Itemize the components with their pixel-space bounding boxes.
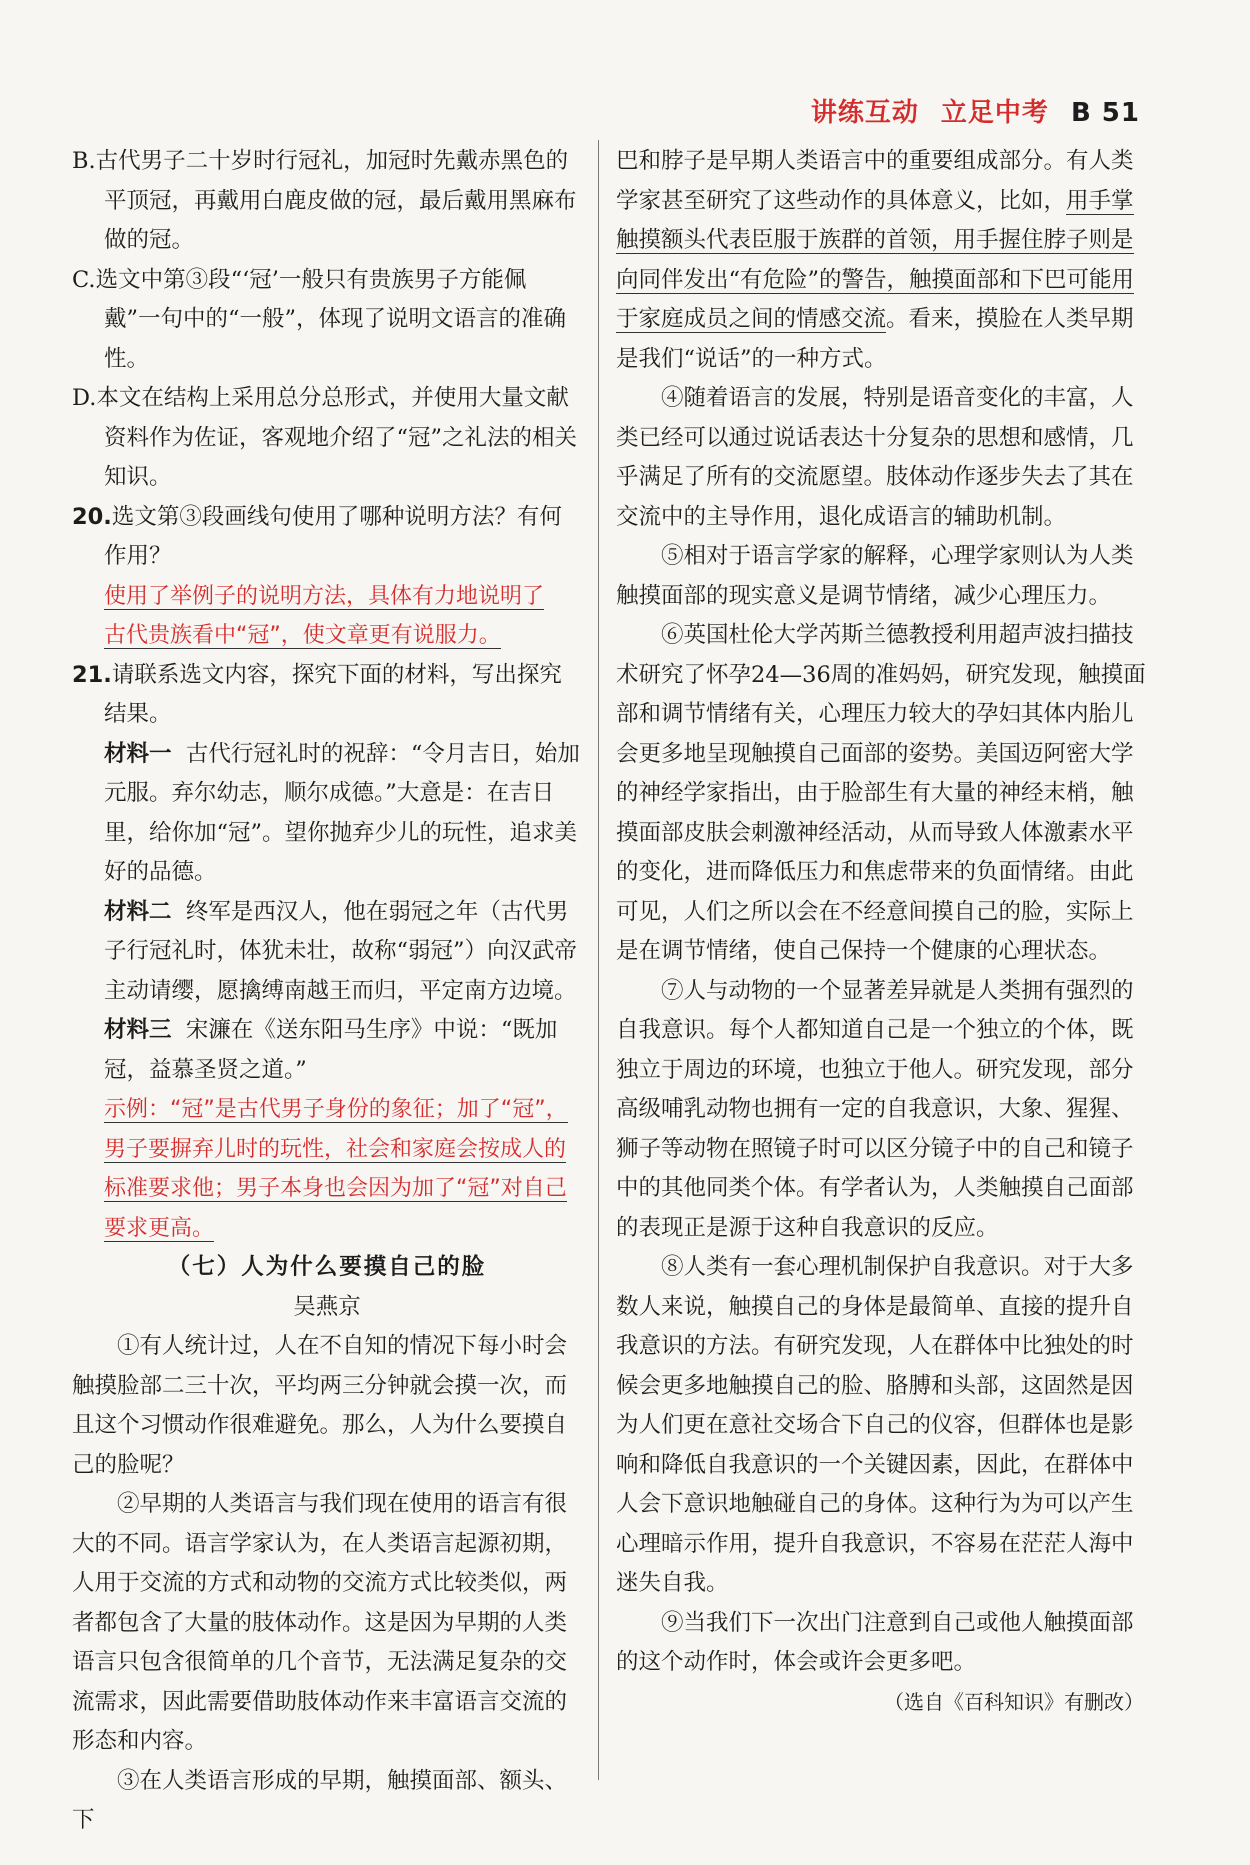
material-1-text: 古代行冠礼时的祝辞：“令月吉日，始加元服。弃尔幼志，顺尔成德。”大意是：在吉日里，给你加“冠”。望你抛弃少儿的玩性，追求美好的品德。	[104, 740, 580, 885]
header-section-2: 立足中考	[940, 98, 1049, 128]
left-column	[72, 142, 582, 1841]
column-divider	[598, 140, 599, 1780]
option-d: D.本文在结构上采用总分总形式，并使用大量文献资料作为佐证，客观地介绍了“冠”之礼法的相关知识。	[72, 385, 578, 490]
article-paragraph-2: ②早期的人类语言与我们现在使用的语言有很大的不同。语言学家认为，在人类语言起源初期，人用于交流的方式和动物的交流方式比较类似，两者都包含了大量的肢体动作。这是因为早期的人类语言只包含很简单的几个音节，无法满足复杂的交流需求，因此需要借助肢体动作来丰富语言交流的形态和内容。	[72, 1491, 568, 1754]
material-2	[72, 893, 582, 1012]
answer-21-line-3: 标准要求他；男子本身也会因为加了“冠”对自己	[104, 1176, 567, 1201]
option-b: B.古代男子二十岁时行冠礼，加冠时先戴赤黑色的平顶冠，再戴用白鹿皮做的冠，最后戴用黑麻布做的冠。	[72, 148, 577, 253]
material-3-text: 宋濂在《送东阳马生序》中说：“既加冠，益慕圣贤之道。”	[104, 1017, 558, 1083]
right-column	[616, 142, 1154, 1722]
article-paragraph-8: ⑧人类有一套心理机制保护自我意识。对于大多数人来说，触摸自己的身体是最简单、直接的提升自我意识的方法。有研究发现，人在群体中比独处的时候会更多地触摸自己的脸、胳膊和头部，这固然是因为人们更在意社交场合下自己的仪容，但群体也是影响和降低自我意识的一个关键因素，因此，在群体中人会下意识地触碰自己的身体。这种行为为可以产生心理暗示作用，提升自我意识，不容易在茫茫人海中迷失自我。	[616, 1254, 1134, 1596]
question-20-text: 选文第③段画线句使用了哪种说明方法？有何作用？	[104, 503, 562, 569]
article-author: 吴燕京	[293, 1293, 361, 1320]
option-c: C.选文中第③段“‘冠’一般只有贵族男子方能佩戴”一句中的“一般”，体现了说明文语言的准确性。	[72, 266, 567, 372]
question-21-number: 21.	[72, 661, 112, 688]
paragraph-3-text-a: 巴和脖子是早期人类语言中的重要组成部分。有人类学家甚至研究了这些动作的具体意义，比如，	[616, 148, 1134, 214]
page-header	[811, 92, 1140, 129]
question-21	[72, 656, 582, 735]
article-paragraph-3-start: ③在人类语言形成的早期，触摸面部、额头、下	[72, 1767, 568, 1833]
underlined-sentence: 用手掌触摸额头代表臣服于族群的首领，用手握住脖子则是向同伴发出“有危险”的警告，触摸面部和下巴可能用于家庭成员之间的情感交流	[616, 187, 1135, 332]
article-paragraph-4: ④随着语言的发展，特别是语音变化的丰富，人类已经可以通过说话表达十分复杂的思想和感情，几乎满足了所有的交流愿望。肢体动作逐步失去了其在交流中的主导作用，退化成语言的辅助机制。	[616, 385, 1134, 530]
paragraph-3-text-b: 。看来，摸脸在人类早期是我们“说话”的一种方式。	[616, 306, 1134, 372]
page-number: B 51	[1070, 98, 1140, 128]
article-source: （选自《百科知识》有删改）	[884, 1689, 1144, 1714]
article-paragraph-5: ⑤相对于语言学家的解释，心理学家则认为人类触摸面部的现实意义是调节情绪，减少心理压力。	[616, 543, 1134, 609]
answer-20-line-1: 使用了举例子的说明方法，具体有力地说明了	[104, 583, 545, 609]
answer-20-line-2: 古代贵族看中“冠”，使文章更有说服力。	[104, 623, 501, 648]
question-20	[72, 498, 582, 577]
material-3-label: 材料三	[104, 1017, 172, 1043]
question-21-text: 请联系选文内容，探究下面的材料，写出探究结果。	[104, 661, 562, 727]
article-paragraph-7: ⑦人与动物的一个显著差异就是人类拥有强烈的自我意识。每个人都知道自己是一个独立的个体，既独立于周边的环境，也独立于他人。研究发现，部分高级哺乳动物也拥有一定的自我意识，大象、猩猩、狮子等动物在照镜子时可以区分镜子中的自己和镜子中的其他同类个体。有学者认为，人类触摸自己面部的表现正是源于这种自我意识的反应。	[616, 977, 1134, 1241]
article-paragraph-9: ⑨当我们下一次出门注意到自己或他人触摸面部的这个动作时，体会或许会更多吧。	[616, 1609, 1134, 1675]
article-paragraph-1: ①有人统计过，人在不自知的情况下每小时会触摸脸部二三十次，平均两三分钟就会摸一次，而且这个习惯动作很难避免。那么，人为什么要摸自己的脸呢？	[72, 1333, 568, 1478]
answer-21-line-1: 示例：“冠”是古代男子身份的象征；加了“冠”，	[104, 1097, 568, 1122]
answer-21	[72, 1090, 582, 1248]
material-1-label: 材料一	[104, 740, 172, 767]
article-paragraph-3-continued	[616, 142, 1154, 379]
question-20-number: 20.	[72, 503, 112, 530]
material-2-text: 终军是西汉人，他在弱冠之年（古代男子行冠礼时，体犹未壮，故称“弱冠”）向汉武帝主动请缨，愿擒缚南越王而归，平定南方边境。	[104, 898, 578, 1004]
article-paragraph-6: ⑥英国杜伦大学芮斯兰德教授利用超声波扫描技术研究了怀孕24—36周的准妈妈，研究发现，触摸面部和调节情绪有关，心理压力较大的孕妇其体内胎儿会更多地呈现触摸自己面部的姿势。美国迈阿密大学的神经学家指出，由于脸部生有大量的神经末梢，触摸面部皮肤会刺激神经活动，从而导致人体激素水平的变化，进而降低压力和焦虑带来的负面情绪。由此可见，人们之所以会在不经意间摸自己的脸，实际上是在调节情绪，使自己保持一个健康的心理状态。	[616, 622, 1146, 964]
answer-21-line-2: 男子要摒弃儿时的玩性，社会和家庭会按成人的	[104, 1136, 567, 1162]
header-section-1: 讲练互动	[810, 98, 919, 128]
material-1	[72, 735, 582, 893]
answer-20	[72, 577, 582, 656]
material-2-label: 材料二	[104, 898, 172, 925]
article-title: （七）人为什么要摸自己的脸	[167, 1254, 487, 1280]
material-3	[72, 1011, 582, 1090]
answer-21-line-4: 要求更高。	[104, 1215, 215, 1241]
